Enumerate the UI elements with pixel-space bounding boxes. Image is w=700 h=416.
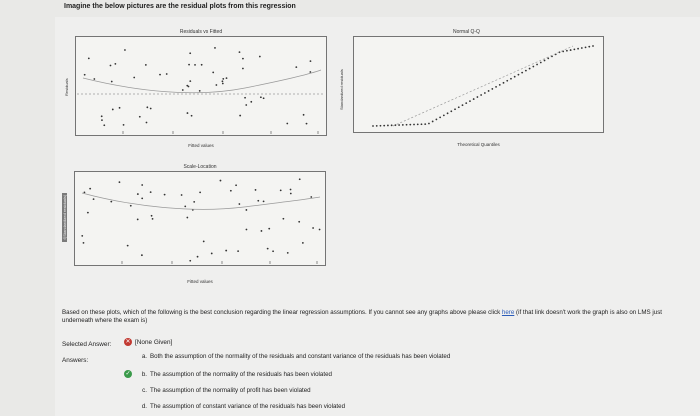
residual-point — [286, 123, 288, 125]
scale-location-point — [272, 250, 274, 252]
qq-point — [398, 124, 400, 126]
scale-location-point — [282, 218, 284, 220]
scale-location-point — [255, 189, 257, 191]
residual-point — [244, 97, 246, 99]
qq-point — [503, 82, 505, 84]
scale-location-point — [211, 253, 213, 255]
scale-location-point — [310, 196, 312, 198]
scale-location-point — [150, 191, 152, 193]
qq-point — [372, 125, 374, 127]
y-axis-label: √|Standardized residuals| — [62, 195, 67, 240]
residual-point — [187, 112, 189, 114]
scale-location-point — [203, 241, 205, 243]
residual-point — [212, 72, 214, 74]
qq-point — [491, 88, 493, 90]
scale-location-point — [199, 192, 201, 194]
question-text-after: (if that link doesn't work the graph is also on LMS just underneath where the exam is) — [62, 309, 663, 324]
scale-location-point — [141, 184, 143, 186]
residual-point — [309, 71, 311, 73]
qq-point — [547, 58, 549, 60]
scale-location-point — [151, 215, 153, 217]
scale-location-point — [84, 191, 86, 193]
scale-location-point — [312, 227, 314, 229]
qq-point — [439, 116, 441, 118]
residual-point — [250, 101, 252, 103]
answer-option-b — [124, 370, 332, 378]
residuals-vs-fitted-svg — [75, 36, 327, 136]
scale-location-point — [245, 209, 247, 211]
scale-location-point — [193, 201, 195, 203]
qq-point — [544, 60, 546, 62]
residual-point — [133, 77, 135, 79]
qq-point — [424, 123, 426, 125]
scale-location-point — [220, 180, 222, 182]
residual-point — [159, 74, 161, 76]
qq-point — [477, 96, 479, 98]
scale-location-point — [230, 190, 232, 192]
qq-point — [435, 119, 437, 121]
residual-point — [245, 104, 247, 106]
selected-answer-value: [None Given] — [135, 338, 173, 346]
residual-point — [124, 49, 126, 51]
qq-point — [540, 62, 542, 64]
residual-point — [215, 84, 217, 86]
scale-location-point — [127, 245, 129, 247]
qq-point — [462, 104, 464, 106]
scale-location-point — [197, 256, 199, 258]
qq-point — [484, 92, 486, 94]
qq-point — [447, 112, 449, 114]
residual-point — [295, 66, 297, 68]
residual-point — [111, 81, 113, 83]
qq-point — [402, 124, 404, 126]
residual-point — [146, 106, 148, 108]
qq-point — [473, 98, 475, 100]
scale-location-point — [81, 235, 83, 237]
residual-point — [239, 115, 241, 117]
residual-point — [88, 57, 90, 59]
qq-point — [581, 47, 583, 49]
residual-point — [222, 78, 224, 80]
scale-location-point — [267, 248, 269, 250]
x-axis-label: Fitted values — [187, 279, 213, 284]
answer-option-c — [124, 387, 311, 394]
residual-point — [226, 77, 228, 79]
scale-location-point — [238, 203, 240, 205]
residual-point — [194, 64, 196, 66]
scale-location-point — [257, 200, 259, 202]
residual-point — [146, 122, 148, 124]
scale-location-point — [235, 184, 237, 186]
scale-location-point — [110, 201, 112, 203]
qq-point — [525, 70, 527, 72]
qq-point — [499, 84, 501, 86]
residual-point — [101, 119, 103, 121]
qq-point — [432, 121, 434, 123]
qq-point — [480, 94, 482, 96]
qq-point — [450, 110, 452, 112]
qq-point — [465, 102, 467, 104]
x-axis-label: Theoretical Quantiles — [457, 142, 500, 147]
qq-point — [387, 125, 389, 127]
qq-point — [428, 123, 430, 125]
scale-location-point — [89, 188, 91, 190]
residual-point — [166, 73, 168, 75]
residual-point — [123, 124, 125, 126]
scale-location-point — [246, 229, 248, 231]
qq-point — [488, 90, 490, 92]
answer-text: The assumption of constant variance of the residuals has been violated — [150, 403, 346, 410]
qq-point — [570, 49, 572, 51]
qq-point — [536, 64, 538, 66]
residual-point — [191, 115, 193, 117]
qq-point — [417, 123, 419, 125]
qq-point — [376, 125, 378, 127]
answer-letter: a. — [141, 353, 147, 360]
residual-point — [201, 64, 203, 66]
answer-letter: c. — [142, 387, 147, 394]
normal-qq-plot — [353, 29, 604, 147]
qq-point — [506, 80, 508, 82]
qq-point — [406, 124, 408, 126]
qq-point — [521, 72, 523, 74]
plot-title: Residuals vs Fitted — [179, 29, 223, 35]
question-text — [62, 309, 662, 325]
qq-point — [495, 86, 497, 88]
scale-location-point — [189, 260, 191, 262]
answer-option-d — [124, 403, 345, 410]
answer-letter: d. — [141, 403, 147, 410]
qq-point — [529, 68, 531, 70]
residual-point — [119, 107, 121, 109]
qq-point — [458, 106, 460, 108]
scale-location-point — [290, 189, 292, 191]
residual-point — [101, 115, 103, 117]
scale-location-point — [319, 229, 321, 231]
qq-point — [380, 125, 382, 127]
scale-location-point — [298, 221, 300, 223]
qq-point — [510, 78, 512, 80]
scale-location-point — [280, 189, 282, 191]
residuals-vs-fitted-plot — [75, 29, 327, 148]
qq-point — [573, 48, 575, 50]
qq-point — [421, 123, 423, 125]
selected-answer-label: Selected Answer: — [62, 341, 112, 348]
answers-label: Answers: — [62, 357, 89, 364]
plot-title: Scale-Location — [183, 164, 217, 170]
scale-location-point — [83, 242, 85, 244]
qq-point — [585, 46, 587, 48]
scale-location-point — [186, 217, 188, 219]
qq-point — [532, 66, 534, 68]
qq-point — [588, 46, 590, 48]
scale-location-point — [119, 181, 121, 183]
residual-point — [310, 60, 312, 62]
scale-location-point — [299, 178, 301, 180]
scale-location-point — [237, 250, 239, 252]
x-axis-label: Fitted values — [188, 143, 214, 148]
residual-point — [150, 108, 152, 110]
plot-title: Normal Q-Q — [453, 29, 480, 35]
answer-text: The assumption of the normality of profit has been violated — [150, 387, 311, 394]
y-axis-label: Residuals — [64, 78, 69, 96]
qq-point — [443, 114, 445, 116]
residual-point — [139, 116, 141, 118]
qq-point — [577, 48, 579, 50]
scale-location-point — [93, 198, 95, 200]
qq-point — [409, 124, 411, 126]
residual-point — [188, 64, 190, 66]
qq-point — [454, 108, 456, 110]
residual-point — [222, 83, 224, 85]
scale-location-point — [287, 252, 289, 254]
scale-location-svg — [74, 171, 326, 266]
normal-qq-svg — [353, 36, 604, 133]
residual-point — [222, 80, 224, 82]
scale-location-point — [290, 193, 292, 195]
scale-location-point — [164, 194, 166, 196]
scale-location-plot — [74, 164, 326, 284]
correct-check-icon: ✓ — [125, 371, 131, 377]
y-axis-label: Standardized residuals — [339, 69, 344, 110]
page-title: Imagine the below pictures are the residual plots from this regression — [64, 3, 296, 10]
residual-point — [239, 51, 241, 53]
scale-location-point — [225, 250, 227, 252]
qq-point — [514, 76, 516, 78]
residual-point — [242, 58, 244, 60]
scale-location-point — [152, 218, 154, 220]
residual-point — [242, 68, 244, 70]
qq-point — [391, 124, 393, 126]
scale-location-point — [184, 205, 186, 207]
qq-point — [469, 100, 471, 102]
scale-location-point — [141, 197, 143, 199]
qq-point — [566, 50, 568, 52]
scale-location-point — [87, 212, 89, 214]
qq-point — [592, 45, 594, 47]
residual-point — [110, 65, 112, 67]
scale-location-point — [130, 205, 132, 207]
question-text-before: Based on these plots, which of the following is the best conclusion regarding the linear regression assumptions. If you cannot see any graphs above please click — [62, 309, 502, 316]
scale-location-point — [261, 230, 263, 232]
qq-point — [413, 124, 415, 126]
answer-option-a — [124, 353, 450, 360]
residual-point — [84, 74, 86, 76]
residual-point — [145, 64, 147, 66]
residual-point — [182, 89, 184, 91]
answer-text: The assumption of the normality of the residuals has been violated — [150, 370, 332, 378]
residual-point — [112, 109, 114, 111]
residual-point — [186, 85, 188, 87]
residual-point — [114, 63, 116, 65]
scale-location-point — [137, 219, 139, 221]
answer-text: Both the assumption of the normality of the residuals and constant variance of the residuals has been violated — [150, 353, 451, 360]
scale-location-point — [181, 194, 183, 196]
scale-location-point — [268, 228, 270, 230]
qq-point — [383, 125, 385, 127]
residual-point — [93, 78, 95, 80]
qq-point — [518, 74, 520, 76]
residual-point — [189, 52, 191, 54]
residual-point — [259, 56, 261, 58]
residual-point — [263, 97, 265, 99]
scale-location-point — [137, 193, 139, 195]
residual-point — [260, 96, 262, 98]
answer-letter: b. — [141, 370, 147, 378]
selected-answer — [124, 338, 172, 346]
residual-point — [189, 80, 191, 82]
residual-point — [303, 114, 305, 116]
residual-point — [103, 124, 105, 126]
scale-location-point — [263, 201, 265, 203]
scale-location-point — [302, 242, 304, 244]
residual-point — [214, 47, 216, 49]
here-link[interactable]: here — [501, 309, 515, 316]
incorrect-icon: ✕ — [125, 339, 131, 345]
residual-point — [306, 123, 308, 125]
residual-point — [199, 90, 201, 92]
scale-location-point — [141, 254, 143, 256]
